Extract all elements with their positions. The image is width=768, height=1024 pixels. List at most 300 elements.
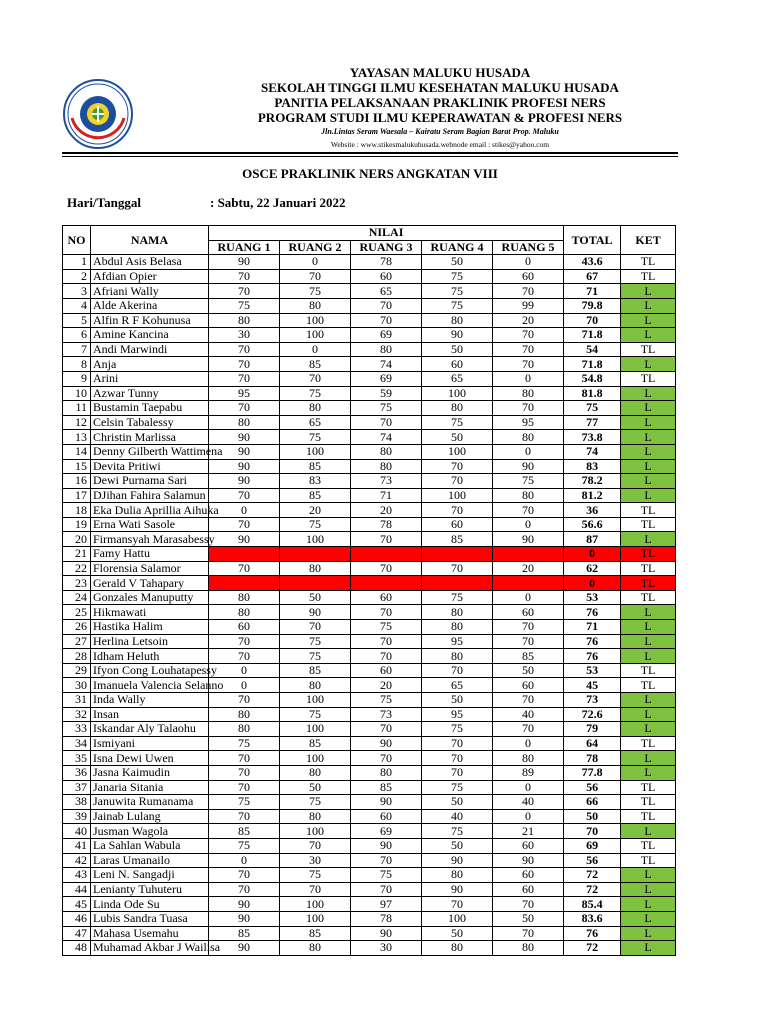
table-row (63, 255, 676, 270)
total-score (564, 371, 621, 386)
status-badge: L (621, 707, 676, 722)
score-ruang-5: 90 (493, 459, 564, 474)
row-number: 22 (63, 561, 91, 576)
date-label: Hari/Tanggal (67, 195, 141, 210)
status-badge: TL (621, 590, 676, 605)
row-number: 8 (63, 357, 91, 372)
row-number: 13 (63, 430, 91, 445)
total-score (564, 926, 621, 941)
total-score (564, 897, 621, 912)
score-ruang-4: 80 (422, 868, 493, 883)
score-ruang-1: 75 (209, 298, 280, 313)
score-ruang-5 (493, 547, 564, 562)
score-ruang-5: 0 (493, 255, 564, 270)
student-name: Janaria Sitania (91, 780, 209, 795)
score-ruang-3 (351, 576, 422, 591)
status-badge: TL (621, 663, 676, 678)
total-score (564, 809, 621, 824)
table-row (63, 576, 676, 591)
student-name: Eka Dulia Aprillia Aihuka (91, 503, 209, 518)
total-score (564, 488, 621, 503)
score-ruang-4: 100 (422, 911, 493, 926)
score-ruang-4: 95 (422, 707, 493, 722)
score-ruang-1: 70 (209, 357, 280, 372)
letterhead-address: Jln.Lintas Seram Waesala – Kairatu Seram Bagian Barat Prop. Maluku (321, 127, 559, 136)
score-ruang-1 (209, 576, 280, 591)
total-score (564, 824, 621, 839)
status-badge: TL (621, 780, 676, 795)
status-badge: L (621, 298, 676, 313)
status-badge: L (621, 605, 676, 620)
score-ruang-5: 20 (493, 561, 564, 576)
table-row (63, 590, 676, 605)
document-title: OSCE PRAKLINIK NERS ANGKATAN VIII (242, 166, 498, 181)
student-name: Muhamad Akbar J Wailisa (91, 941, 209, 956)
score-ruang-4: 50 (422, 430, 493, 445)
table-row (63, 809, 676, 824)
status-badge: L (621, 634, 676, 649)
score-ruang-5: 21 (493, 824, 564, 839)
score-ruang-3: 78 (351, 517, 422, 532)
table-row (63, 765, 676, 780)
row-number: 23 (63, 576, 91, 591)
score-ruang-3: 78 (351, 911, 422, 926)
row-number: 7 (63, 342, 91, 357)
student-name: Isna Dewi Uwen (91, 751, 209, 766)
score-ruang-1: 85 (209, 824, 280, 839)
score-ruang-3: 70 (351, 634, 422, 649)
score-ruang-3 (351, 547, 422, 562)
score-ruang-5: 40 (493, 707, 564, 722)
column-header-total: TOTAL (564, 226, 621, 255)
score-ruang-2: 75 (280, 649, 351, 664)
student-name: Iskandar Aly Talaohu (91, 722, 209, 737)
column-header-ruang-2: RUANG 2 (280, 240, 351, 255)
score-ruang-3: 80 (351, 459, 422, 474)
score-ruang-2: 70 (280, 882, 351, 897)
score-ruang-4: 65 (422, 371, 493, 386)
status-badge: L (621, 488, 676, 503)
total-score-value: 76 (586, 648, 599, 663)
score-ruang-3: 71 (351, 488, 422, 503)
total-score (564, 663, 621, 678)
score-ruang-4: 100 (422, 386, 493, 401)
total-score-value: 78 (586, 750, 599, 765)
score-ruang-3: 70 (351, 722, 422, 737)
score-ruang-5: 70 (493, 401, 564, 416)
score-ruang-4: 80 (422, 605, 493, 620)
score-ruang-5: 0 (493, 780, 564, 795)
total-score (564, 736, 621, 751)
status-badge: L (621, 941, 676, 956)
table-row (63, 868, 676, 883)
score-ruang-4: 90 (422, 328, 493, 343)
score-ruang-2: 100 (280, 751, 351, 766)
score-ruang-4: 70 (422, 459, 493, 474)
score-ruang-5: 60 (493, 838, 564, 853)
table-row (63, 313, 676, 328)
score-ruang-2: 100 (280, 693, 351, 708)
score-ruang-2: 30 (280, 853, 351, 868)
total-score (564, 882, 621, 897)
score-ruang-1: 70 (209, 765, 280, 780)
letterhead-rule (62, 152, 678, 154)
total-score (564, 576, 621, 591)
total-score (564, 649, 621, 664)
score-ruang-5: 70 (493, 620, 564, 635)
total-score-value: 76 (586, 633, 599, 648)
row-number: 17 (63, 488, 91, 503)
score-ruang-1: 0 (209, 678, 280, 693)
row-number: 2 (63, 269, 91, 284)
student-name: Devita Pritiwi (91, 459, 209, 474)
score-ruang-4: 80 (422, 620, 493, 635)
score-ruang-3: 78 (351, 255, 422, 270)
total-score (564, 328, 621, 343)
table-row (63, 824, 676, 839)
score-ruang-5: 50 (493, 663, 564, 678)
student-name: Laras Umanailo (91, 853, 209, 868)
score-ruang-1: 70 (209, 561, 280, 576)
score-ruang-3: 80 (351, 765, 422, 780)
total-score-value: 0 (589, 546, 596, 561)
total-score-value: 56 (586, 779, 599, 794)
score-ruang-2: 83 (280, 474, 351, 489)
score-ruang-2: 85 (280, 663, 351, 678)
score-ruang-3: 70 (351, 882, 422, 897)
score-ruang-4: 70 (422, 751, 493, 766)
row-number: 48 (63, 941, 91, 956)
score-ruang-1: 75 (209, 838, 280, 853)
score-ruang-4: 70 (422, 503, 493, 518)
status-badge: TL (621, 269, 676, 284)
total-score (564, 255, 621, 270)
score-ruang-2: 70 (280, 620, 351, 635)
score-ruang-5: 40 (493, 795, 564, 810)
status-badge: TL (621, 809, 676, 824)
score-ruang-5: 70 (493, 634, 564, 649)
total-score-value: 75 (586, 400, 599, 415)
score-ruang-4: 80 (422, 401, 493, 416)
score-ruang-3: 59 (351, 386, 422, 401)
status-badge: L (621, 328, 676, 343)
table-row (63, 459, 676, 474)
total-score-value: 56.6 (581, 517, 603, 532)
score-ruang-2: 80 (280, 401, 351, 416)
total-score-value: 79.8 (581, 298, 603, 313)
total-score (564, 693, 621, 708)
column-header-nama: NAMA (91, 226, 209, 255)
score-ruang-3: 30 (351, 941, 422, 956)
table-row (63, 649, 676, 664)
score-ruang-4: 95 (422, 634, 493, 649)
row-number: 30 (63, 678, 91, 693)
row-number: 1 (63, 255, 91, 270)
status-badge: TL (621, 678, 676, 693)
student-name: Celsin Tabalessy (91, 415, 209, 430)
score-ruang-3: 75 (351, 620, 422, 635)
row-number: 15 (63, 459, 91, 474)
score-ruang-5: 0 (493, 809, 564, 824)
score-ruang-4: 75 (422, 590, 493, 605)
score-ruang-2: 80 (280, 678, 351, 693)
total-score (564, 430, 621, 445)
table-row (63, 561, 676, 576)
status-badge: L (621, 882, 676, 897)
total-score-value: 87 (586, 531, 599, 546)
student-name: Erna Wati Sasole (91, 517, 209, 532)
score-ruang-1: 0 (209, 853, 280, 868)
row-number: 6 (63, 328, 91, 343)
score-ruang-5: 70 (493, 342, 564, 357)
score-ruang-1 (209, 547, 280, 562)
total-score (564, 532, 621, 547)
score-ruang-5: 70 (493, 328, 564, 343)
student-name: La Sahlan Wabula (91, 838, 209, 853)
score-ruang-2: 100 (280, 897, 351, 912)
total-score-value: 54.8 (581, 371, 603, 386)
total-score (564, 678, 621, 693)
score-ruang-3: 65 (351, 284, 422, 299)
status-badge: L (621, 824, 676, 839)
score-ruang-3: 70 (351, 415, 422, 430)
score-ruang-3: 70 (351, 532, 422, 547)
letterhead-foundation: YAYASAN MALUKU HUSADA (349, 65, 531, 80)
score-ruang-1: 80 (209, 313, 280, 328)
row-number: 16 (63, 474, 91, 489)
score-ruang-4: 70 (422, 897, 493, 912)
score-ruang-1: 90 (209, 911, 280, 926)
status-badge: TL (621, 255, 676, 270)
column-header-ruang-3: RUANG 3 (351, 240, 422, 255)
total-score (564, 765, 621, 780)
total-score (564, 284, 621, 299)
total-score-value: 85.4 (581, 896, 603, 911)
score-ruang-5: 20 (493, 313, 564, 328)
total-score-value: 73 (586, 692, 599, 707)
total-score-value: 79 (586, 721, 599, 736)
score-table (62, 225, 676, 956)
status-badge: L (621, 474, 676, 489)
score-ruang-1: 70 (209, 284, 280, 299)
score-ruang-1: 0 (209, 503, 280, 518)
score-ruang-3: 73 (351, 474, 422, 489)
total-score-value: 74 (586, 444, 599, 459)
score-ruang-5: 0 (493, 590, 564, 605)
row-number: 28 (63, 649, 91, 664)
score-ruang-2: 65 (280, 415, 351, 430)
total-score (564, 298, 621, 313)
table-row (63, 897, 676, 912)
status-badge: TL (621, 853, 676, 868)
score-ruang-4: 75 (422, 298, 493, 313)
score-ruang-5: 80 (493, 488, 564, 503)
row-number: 45 (63, 897, 91, 912)
student-name: Christin Marlissa (91, 430, 209, 445)
table-row (63, 693, 676, 708)
table-row (63, 926, 676, 941)
table-row (63, 269, 676, 284)
score-ruang-1: 70 (209, 371, 280, 386)
score-ruang-2: 80 (280, 561, 351, 576)
letterhead-program: PROGRAM STUDI ILMU KEPERAWATAN & PROFESI NERS (257, 110, 623, 125)
student-name: Gonzales Manuputty (91, 590, 209, 605)
student-name: Hikmawati (91, 605, 209, 620)
score-ruang-5: 50 (493, 911, 564, 926)
score-ruang-4: 75 (422, 269, 493, 284)
score-ruang-1: 80 (209, 707, 280, 722)
total-score (564, 444, 621, 459)
score-ruang-4: 75 (422, 722, 493, 737)
table-row (63, 882, 676, 897)
total-score (564, 605, 621, 620)
score-ruang-4: 70 (422, 663, 493, 678)
total-score-value: 67 (586, 269, 599, 284)
status-badge: L (621, 401, 676, 416)
table-row (63, 532, 676, 547)
student-name: Jasna Kaimudin (91, 765, 209, 780)
score-ruang-1: 90 (209, 897, 280, 912)
score-ruang-5: 99 (493, 298, 564, 313)
row-number: 24 (63, 590, 91, 605)
score-ruang-4: 100 (422, 444, 493, 459)
date-value: : Sabtu, 22 Januari 2022 (210, 195, 346, 210)
status-badge: TL (621, 795, 676, 810)
row-number: 34 (63, 736, 91, 751)
total-score-value: 81.8 (581, 385, 603, 400)
table-row (63, 751, 676, 766)
student-name: DJihan Fahira Salamun (91, 488, 209, 503)
score-ruang-2: 80 (280, 298, 351, 313)
score-ruang-3: 20 (351, 503, 422, 518)
score-ruang-3: 70 (351, 853, 422, 868)
total-score-value: 53 (586, 590, 599, 605)
table-row (63, 678, 676, 693)
status-badge: TL (621, 838, 676, 853)
score-ruang-3: 60 (351, 590, 422, 605)
score-ruang-4: 85 (422, 532, 493, 547)
score-ruang-2: 100 (280, 532, 351, 547)
score-ruang-5: 85 (493, 649, 564, 664)
score-ruang-2: 80 (280, 941, 351, 956)
total-score-value: 71.8 (581, 327, 603, 342)
table-row (63, 371, 676, 386)
row-number: 5 (63, 313, 91, 328)
score-ruang-4: 75 (422, 415, 493, 430)
total-score-value: 43.6 (581, 254, 603, 269)
score-ruang-1: 90 (209, 444, 280, 459)
score-ruang-3: 80 (351, 444, 422, 459)
total-score-value: 81.2 (581, 487, 603, 502)
score-ruang-3: 60 (351, 663, 422, 678)
total-score (564, 474, 621, 489)
score-ruang-3: 97 (351, 897, 422, 912)
total-score (564, 707, 621, 722)
status-badge: L (621, 386, 676, 401)
total-score-value: 69 (586, 838, 599, 853)
total-score (564, 853, 621, 868)
student-name: Dewi Purnama Sari (91, 474, 209, 489)
score-ruang-1: 70 (209, 693, 280, 708)
score-ruang-2: 75 (280, 868, 351, 883)
score-ruang-4: 70 (422, 765, 493, 780)
score-ruang-1: 85 (209, 926, 280, 941)
total-score-value: 71 (586, 619, 599, 634)
score-ruang-4: 75 (422, 780, 493, 795)
score-ruang-5: 90 (493, 853, 564, 868)
status-badge: TL (621, 576, 676, 591)
score-ruang-4: 50 (422, 795, 493, 810)
table-row (63, 853, 676, 868)
score-ruang-1: 90 (209, 532, 280, 547)
student-name: Firmansyah Marasabessy (91, 532, 209, 547)
status-badge: L (621, 897, 676, 912)
score-ruang-1: 80 (209, 605, 280, 620)
table-row (63, 663, 676, 678)
score-ruang-2: 100 (280, 328, 351, 343)
row-number: 10 (63, 386, 91, 401)
student-name: Famy Hattu (91, 547, 209, 562)
row-number: 42 (63, 853, 91, 868)
row-number: 33 (63, 722, 91, 737)
score-ruang-2: 75 (280, 284, 351, 299)
total-score-value: 73.8 (581, 429, 603, 444)
row-number: 29 (63, 663, 91, 678)
row-number: 26 (63, 620, 91, 635)
score-ruang-1: 70 (209, 809, 280, 824)
score-ruang-5: 60 (493, 605, 564, 620)
score-ruang-2 (280, 547, 351, 562)
score-ruang-2: 100 (280, 722, 351, 737)
score-ruang-4 (422, 576, 493, 591)
score-ruang-2: 100 (280, 824, 351, 839)
table-row (63, 386, 676, 401)
total-score-value: 70 (586, 312, 599, 327)
score-ruang-2: 0 (280, 255, 351, 270)
total-score-value: 72 (586, 882, 599, 897)
total-score (564, 868, 621, 883)
student-name: Florensia Salamor (91, 561, 209, 576)
student-name: Andi Marwindi (91, 342, 209, 357)
student-name: Amine Kancina (91, 328, 209, 343)
table-row (63, 941, 676, 956)
score-ruang-3: 70 (351, 605, 422, 620)
total-score (564, 780, 621, 795)
total-score (564, 517, 621, 532)
row-number: 14 (63, 444, 91, 459)
score-ruang-2: 100 (280, 444, 351, 459)
status-badge: L (621, 620, 676, 635)
score-ruang-2: 75 (280, 430, 351, 445)
student-name: Bustamin Taepabu (91, 401, 209, 416)
student-name: Abdul Asis Belasa (91, 255, 209, 270)
table-row (63, 795, 676, 810)
score-ruang-4: 75 (422, 824, 493, 839)
total-score (564, 634, 621, 649)
score-ruang-2: 85 (280, 926, 351, 941)
student-name: Imanuela Valencia Selanno (91, 678, 209, 693)
score-ruang-5 (493, 576, 564, 591)
total-score (564, 561, 621, 576)
total-score (564, 751, 621, 766)
student-name: Anja (91, 357, 209, 372)
score-ruang-4: 50 (422, 693, 493, 708)
score-ruang-2: 90 (280, 605, 351, 620)
score-ruang-5: 0 (493, 517, 564, 532)
total-score (564, 795, 621, 810)
score-ruang-2: 50 (280, 590, 351, 605)
total-score-value: 56 (586, 852, 599, 867)
